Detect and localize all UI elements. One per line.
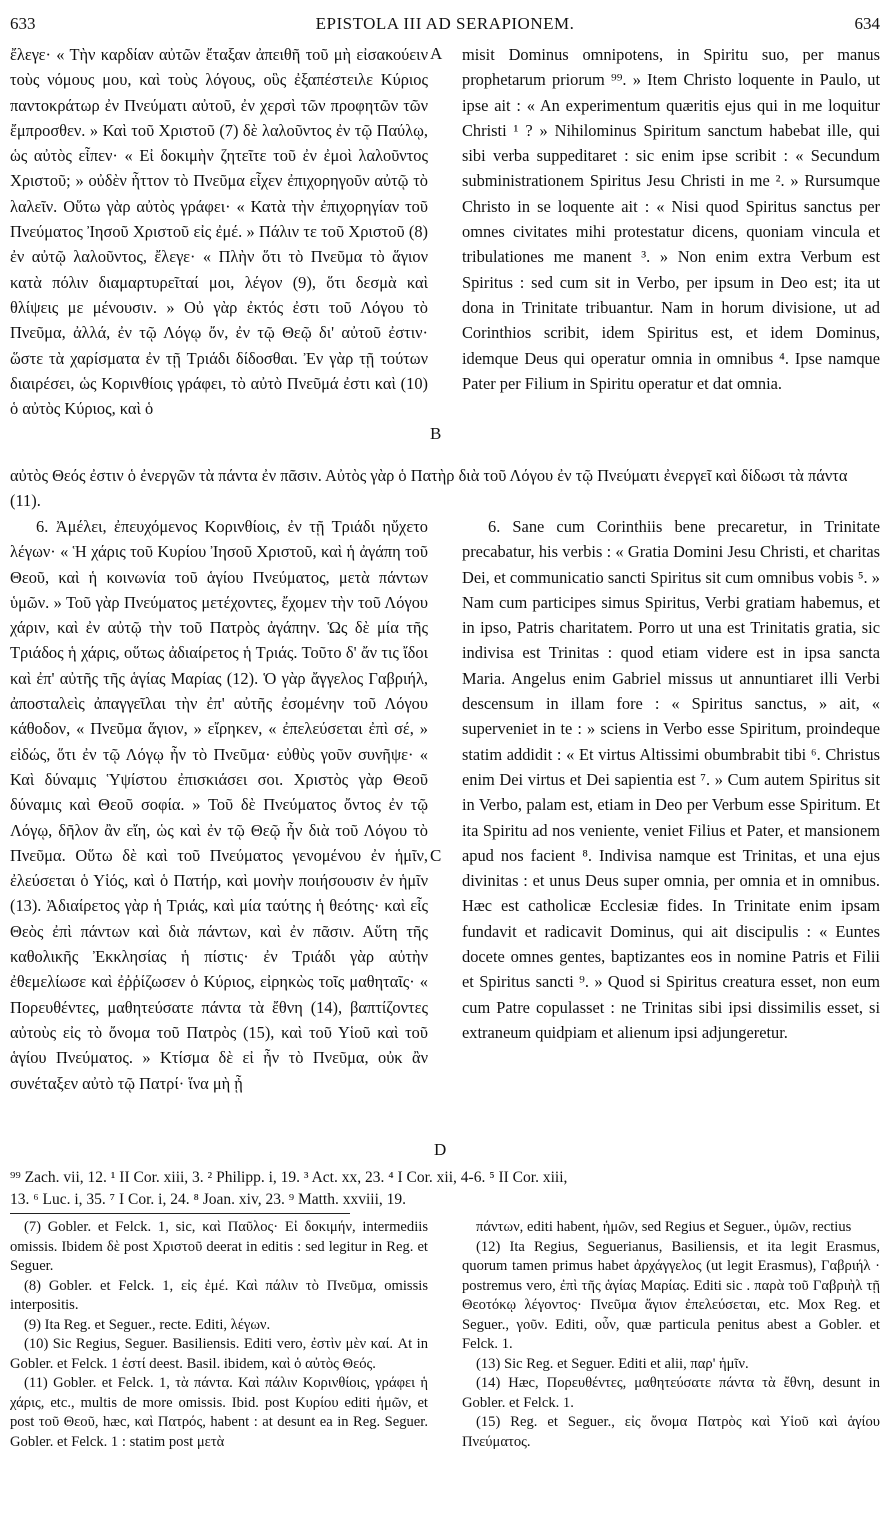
critical-note: (7) Gobler. et Felck. 1, sic, καὶ Παῦλος· Εἰ δοκιμήν, intermediis omissis. Ibidem δὲ post Χριστοῦ deerat in editis : sed legitur in Reg. et Seguer.: [10, 1219, 428, 1274]
greek-full-width-line: αὐτὸς Θεός ἐστιν ὁ ἐνεργῶν τὰ πάντα ἐν πᾶσιν. Αὐτὸς γὰρ ὁ Πατὴρ διὰ τοῦ Λόγου ἐν τῷ Πνεύματι ἐνεργεῖ καὶ δίδωσι τὰ πάντα (11).: [10, 466, 848, 511]
critical-note: (12) Ita Regius, Seguerianus, Basiliensis, et ita legit Erasmus, quorum tamen primus habet ἀρχάγγελος (ut legit Erasmus), Γαβριήλ · postremus vero, ἐπὶ τῆς ἁγίας Μαρίας. Editi sic . παρὰ τοῦ Γαβριὴλ τῇ Θεοτόκῳ λέγοντος· Πνεῦμα ἅγιον ἐπελεύσεται, etc. Mox Reg. et Seguer., γοῦν. Editi, οὖν, quæ particula penitus abest a Gobler. et Felck. 1.: [462, 1238, 880, 1352]
critical-note: (8) Gobler. et Felck. 1, εἰς ἐμέ. Καὶ πάλιν τὸ Πνεῦμα, omissis interpositis.: [10, 1277, 428, 1313]
critical-note: (15) Reg. et Seguer., εἰς ὄνομα Πατρὸς καὶ Υἱοῦ καὶ ἁγίου Πνεύματος.: [462, 1414, 880, 1450]
latin-paragraph-top: misit Dominus omnipotens, in Spiritu suo, per manus prophetarum priorum ⁹⁹. » Item Christo loquente in Paulo, ut ipse ait : « An experimentum quæritis ejus qui in me loquitur Christi ¹ ? » Nihilominus Spiritum sanctum habebat ille, qui sibi verba suppeditaret : sic enim ipse scribit : « Secundum subministrationem Spiritus Jesu Christi in me ². » Rursumque Christo in se loquente ait : « Nisi quod Spiritus sanctus per omnes civitates mihi protestatur dicens, quoniam vincula et tribulationes me manent ³. » Non enim extra Verbum est Spiritus : sed cum sit in Verbo, per ipsum in Deo est; ita ut dona in Trinitate tribuantur. Nam in horum divisione, ut ad Corinthios scribit, idem Spiritus est, et idem Dominus, idemque Deus qui operatur omnia in omnibus ⁴. Ipse namque Pater per Filium in Spiritu operatur et dat omnia.: [462, 45, 880, 393]
critical-note: πάντων, editi habent, ἡμῶν, sed Regius et Seguer., ὑμῶν, rectius: [476, 1219, 852, 1235]
page-number-left: 633: [10, 14, 36, 33]
latin-column-top: [462, 42, 880, 444]
critical-note: (13) Sic Reg. et Seguer. Editi et alii, παρ' ἡμῖν.: [476, 1355, 749, 1372]
critical-notes-left: [10, 1218, 428, 1518]
greek-column-main: [10, 514, 428, 1160]
section-marker-c: C: [430, 846, 442, 865]
latin-column-main: [462, 514, 880, 1160]
scripture-ref-line: ⁹⁹ Zach. vii, 12. ¹ II Cor. xiii, 3. ² Philipp. i, 19. ³ Act. xx, 23. ⁴ I Cor. xii, 4-6. ⁵ II Cor. xiii,: [10, 1169, 568, 1186]
greek-column-top: [10, 42, 428, 444]
scripture-ref-line: 13. ⁶ Luc. i, 35. ⁷ I Cor. i, 24. ⁸ Joan. xiv, 23. ⁹ Matth. xxviii, 19.: [10, 1191, 407, 1208]
critical-note: (11) Gobler. et Felck. 1, τὰ πάντα. Καὶ πάλιν Κορινθίοις, γράφει ἡ χάρις, etc., multis de more omissis. Ibid. post Κυρίου editi ἡμῶν, et post τοῦ Θεοῦ, hæc, καὶ Πατρός, habent : at desunt ea in Reg. Seguer. Gobler. et Felck. 1 : statim post μετὰ: [10, 1375, 428, 1450]
greek-paragraph-6: 6. Ἀμέλει, ἐπευχόμενος Κορινθίοις, ἐν τῇ Τριάδι ηὔχετο λέγων· « Ἡ χάρις τοῦ Κυρίου Ἰησοῦ Χριστοῦ, καὶ ἡ ἀγάπη τοῦ Θεοῦ, καὶ ἡ κοινωνία τοῦ ἁγίου Πνεύματος, μετὰ πάντων ὑμῶν. » Τοῦ γὰρ Πνεύματος μετέχοντες, ἔχομεν τὴν τοῦ Λόγου χάριν, καὶ ἐν αὐτῷ τὴν τοῦ Πατρὸς ἀγάπην. Ὡς δὲ μία τῆς Τριάδος ἡ χάρις, οὕτως ἀδιαίρετος ἡ Τριάς. Τοῦτο δ' ἄν τις ἴδοι καὶ ἐπ' αὐτῆς τῆς ἁγίας Μαρίας (12). Ὁ γὰρ ἄγγελος Γαβριήλ, ἀποσταλεὶς ἀπαγγεῖλαι τὴν ἐπ' αὐτῆς ἐσομένην τοῦ Λόγου κάθοδον, « Πνεῦμα ἅγιον, » εἴρηκεν, « ἐπελεύσεται ἐπὶ σέ, » εἰδώς, ὅτι ἐν τῷ Λόγῳ ἦν τὸ Πνεῦμα· εὐθὺς γοῦν συνῆψε· « Καὶ δύναμις Ὑψίστου ἐπισκιάσει σοι. Χριστὸς γὰρ Θεοῦ δύναμις καὶ Θεοῦ σοφία. » Τοῦ δὲ Πνεύματος ὄντος ἐν τῷ Λόγῳ, δῆλον ἂν εἴη, ὡς καὶ ἐν τῷ Θεῷ ἦν διὰ τοῦ Λόγου τὸ Πνεῦμα. Οὕτω δὲ καὶ τοῦ Πνεύματος γενομένου ἐν ἡμῖν, ἐλεύσεται ὁ Υἱός, καὶ ὁ Πατήρ, καὶ μονὴν ποιήσουσιν ἐν ἡμῖν (13). Ἀδιαίρετος γὰρ ἡ Τριάς, καὶ μία ταύτης ἡ θεότης· καὶ εἷς Θεὸς ἐπὶ πάντων καὶ διὰ πάντων, καὶ ἐν πᾶσιν. Αὕτη τῆς καθολικῆς Ἐκκλησίας ἡ πίστις· ἐν Τριάδι γὰρ αὐτὴν ἐθεμελίωσε καὶ ἐῤῥίζωσεν ὁ Κύριος, εἰρηκὼς τοῖς μαθηταῖς· « Πορευθέντες, μαθητεύσατε πάντα τὰ ἔθνη (14), βαπτίζοντες αὐτοὺς εἰς τὸ ὄνομα τοῦ Πατρὸς (15), καὶ τοῦ Υἱοῦ καὶ τοῦ ἁγίου Πνεύματος. » Κτίσμα δὲ εἰ ἦν τὸ Πνεῦμα, οὐκ ἂν συνέταξεν αὐτὸ τῷ Πατρί· ἵνα μὴ ᾖ: [10, 517, 428, 1093]
critical-note: (14) Hæc, Πορευθέντες, μαθητεύσατε πάντα τὰ ἔθνη, desunt in Gobler. et Felck. 1.: [462, 1375, 880, 1411]
footnote-divider: [10, 1213, 350, 1214]
section-marker-b: B: [430, 424, 442, 443]
critical-notes-right: [462, 1218, 880, 1518]
greek-paragraph-top: ἔλεγε· « Τὴν καρδίαν αὐτῶν ἔταξαν ἀπειθῆ τοῦ μὴ εἰσακούειν τοὺς νόμους μου, καὶ τοὺς λόγους, οὓς ἐξαπέστειλε Κύριος παντοκράτωρ ἐν Πνεύματι αὐτοῦ, ἐν χερσὶ τῶν προφητῶν τῶν ἔμπροσθεν. » Καὶ τοῦ Χριστοῦ (7) δὲ λαλοῦντος ἐν τῷ Παύλῳ, ὡς αὐτὸς εἶπεν· « Εἰ δοκιμὴν ζητεῖτε τοῦ ἐν ἐμοὶ λαλοῦντος Χριστοῦ; » οὐδὲν ἧττον τὸ Πνεῦμα εἶχεν ἐπιχορηγοῦν αὐτῷ τὸ λαλεῖν. Οὕτω γὰρ αὐτὸς γράφει· « Κατὰ τὴν ἐπιχορηγίαν τοῦ Πνεύματος Ἰησοῦ Χριστοῦ εἰς ἐμέ. » Πάλιν τε τοῦ Χριστοῦ (8) ἐν αὐτῷ λαλοῦντος, ἔλεγε· « Πλὴν ὅτι τὸ Πνεῦμα τὸ ἅγιον κατὰ πόλιν διαμαρτυρεῖταί μοι, λέγον (9), ὅτι δεσμὰ καὶ θλίψεις με μένουσιν. » Οὐ γὰρ ἐκτός ἐστι τοῦ Λόγου τὸ Πνεῦμα, ἀλλά, ἐν τῷ Λόγῳ ὄν, ἐν τῷ Θεῷ δι' αὐτοῦ ἐστιν· ὥστε τὰ χαρίσματα ἐν τῇ Τριάδι δίδοσθαι. Ἐν γὰρ τῇ τούτων διαιρέσει, ὡς Κορινθίοις γράφει, τὸ αὐτὸ Πνεῦμά ἐστι καὶ (10) ὁ αὐτὸς Κύριος, καὶ ὁ: [10, 45, 428, 419]
section-marker-d: D: [434, 1140, 447, 1159]
running-title: EPISTOLA III AD SERAPIONEM.: [315, 14, 575, 33]
latin-paragraph-6: 6. Sane cum Corinthiis bene precaretur, in Trinitate precabatur, his verbis : « Gratia Domini Jesu Christi, et charitas Dei, et communicatio sancti Spiritus sit cum omnibus vobis ⁵. » Nam cum participes simus Spiritus, Verbi gratiam habemus, et in ipso, Patris charitatem. Porro ut una est Trinitatis gratia, sic indivisa est Trinitas : quod etiam videre est in ipsa sancta Maria. Angelus enim Gabriel missus ut annuntiaret illi Verbi descensum in illam fore : « Spiritus sanctus, » ait, « superveniet in te : » sciens in Verbo esse Spiritum, proindeque statim addidit : « Et virtus Altissimi obumbrabit tibi ⁶. Christus enim Dei virtus et Dei sapientia est ⁷. » Cum autem Spiritus sit in Verbo, palam est, etiam in Deo per Verbum esse Spiritum. Et ita Spiritu ad nos veniente, veniet Filius et Pater, et mansionem apud nos facient ⁸. Indivisa namque est Trinitas, et una ejus divinitas : et unus Deus super omnia, per omnia et in omnibus. Hæc est catholicæ Ecclesiæ fides. In Trinitate enim ipsam fundavit et radicavit Dominus, qui ait discipulis : « Euntes docete omnes gentes, baptizantes eos in nomine Patris et Filii et Spiritus sancti ⁹. » Quod si Spiritus creatura esset, non eum cum Patre copulasset : ne Trinitas sibi ipsi dissimilis esset, si extraneum quidpiam et alienum ipsi adjungeretur.: [462, 517, 880, 1042]
scripture-references: [10, 1167, 880, 1211]
section-marker-a: A: [430, 44, 443, 63]
critical-note: (10) Sic Regius, Seguer. Basiliensis. Editi vero, ἐστὶν μὲν καί. At in Gobler. et Felck. 1 ἐστί deest. Basil. ibidem, καὶ ὁ αὐτὸς Θεός.: [10, 1336, 428, 1372]
critical-note: (9) Ita Reg. et Seguer., recte. Editi, λέγων.: [24, 1316, 271, 1333]
page-header: [10, 14, 880, 40]
page-number-right: 634: [854, 14, 880, 33]
